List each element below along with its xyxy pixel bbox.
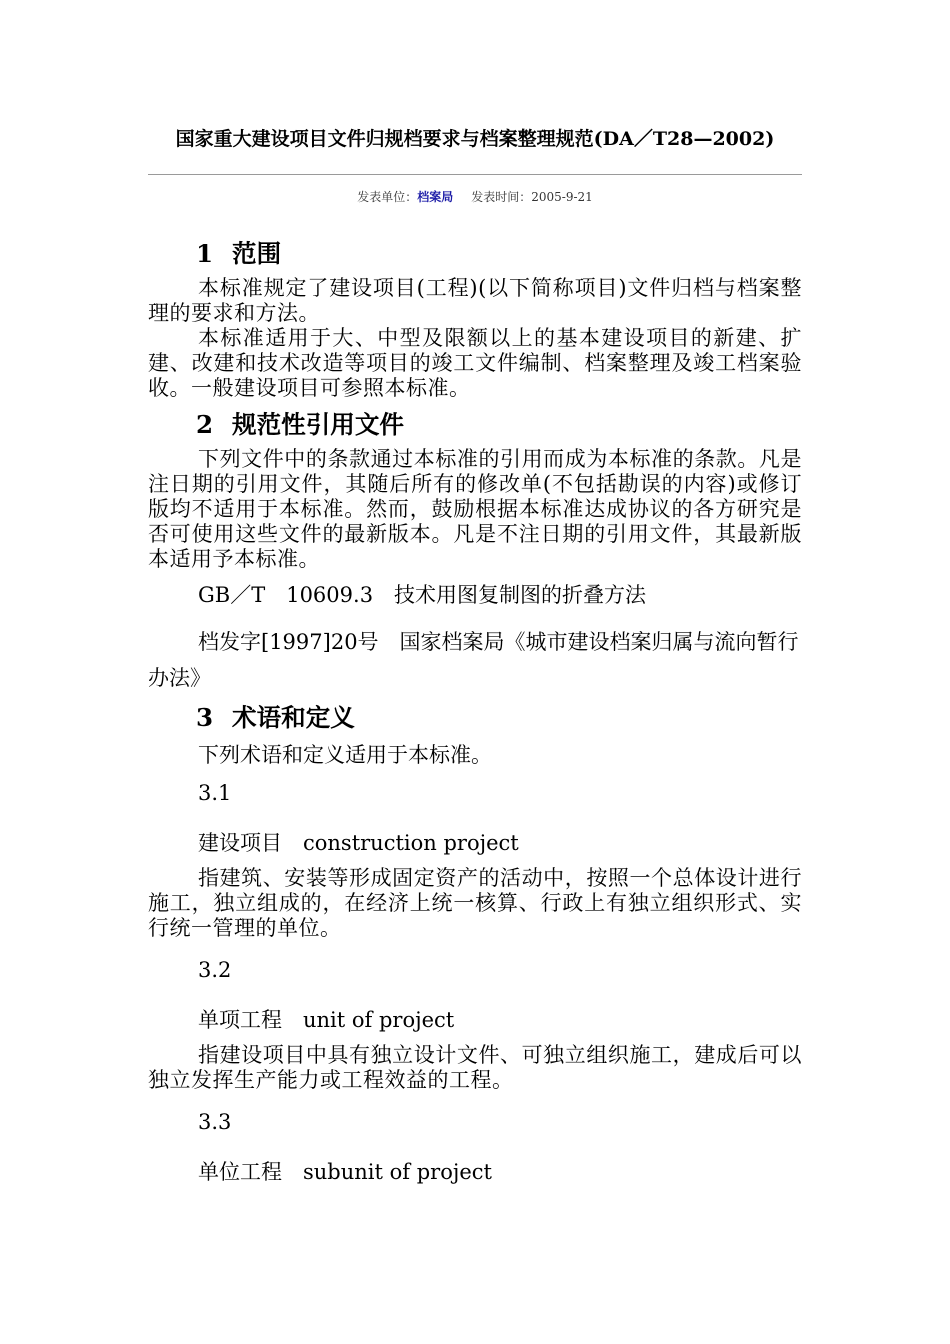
publish-info (0, 188, 950, 205)
section-heading-1 (148, 240, 802, 268)
term-number: 3.2 (198, 958, 232, 982)
term-title: 单位工程 subunit of project (198, 1160, 492, 1184)
section-heading-3 (148, 704, 802, 732)
publisher-link[interactable]: 档案局 (417, 190, 454, 204)
term-title: 建设项目 construction project (198, 831, 519, 855)
paragraph: 下列术语和定义适用于本标准。 (198, 743, 492, 767)
section-number: 1 (196, 239, 214, 268)
section-title: 范围 (232, 239, 282, 268)
paragraph: 下列文件中的条款通过本标准的引用而成为本标准的条款。凡是注日期的引用文件，其随后所有的修改单(不包括勘误的内容)或修订版均不适用于本标准。然而，鼓励根据本标准达成协议的各方研究是否可使用这些文件的最新版本。凡是不注日期的引用文件，其最新版本适用予本标准。 (148, 447, 802, 571)
title-divider (148, 174, 802, 175)
term-number: 3.1 (198, 781, 232, 805)
paragraph: 本标准规定了建设项目(工程)(以下简称项目)文件归档与档案整理的要求和方法。 (148, 276, 802, 325)
term-title: 单项工程 unit of project (198, 1008, 455, 1032)
section-number: 3 (196, 703, 214, 732)
section-title: 术语和定义 (232, 703, 355, 732)
term-number: 3.3 (198, 1110, 232, 1134)
term-definition: 指建设项目中具有独立设计文件、可独立组织施工，建成后可以独立发挥生产能力或工程效益的工程。 (148, 1043, 802, 1092)
publish-time: 2005-9-21 (531, 190, 593, 204)
reference-item: 档发字[1997]20号 国家档案局《城市建设档案归属与流向暂行办法》 (148, 630, 799, 690)
publisher-label: 发表单位： (357, 190, 418, 204)
publish-time-label: 发表时间： (471, 190, 532, 204)
paragraph: 本标准适用于大、中型及限额以上的基本建设项目的新建、扩建、改建和技术改造等项目的竣工文件编制、档案整理及竣工档案验收。一般建设项目可参照本标准。 (148, 326, 802, 400)
section-number: 2 (196, 410, 214, 439)
document-title: 国家重大建设项目文件归规档要求与档案整理规范(DA／T28—2002) (175, 128, 775, 150)
reference-item: GB／T 10609.3 技术用图复制图的折叠方法 (198, 583, 647, 607)
section-heading-2 (148, 411, 802, 439)
term-definition: 指建筑、安装等形成固定资产的活动中，按照一个总体设计进行施工，独立组成的，在经济上统一核算、行政上有独立组织形式、实行统一管理的单位。 (148, 866, 802, 940)
document-body (148, 240, 802, 1187)
section-title: 规范性引用文件 (232, 410, 404, 439)
